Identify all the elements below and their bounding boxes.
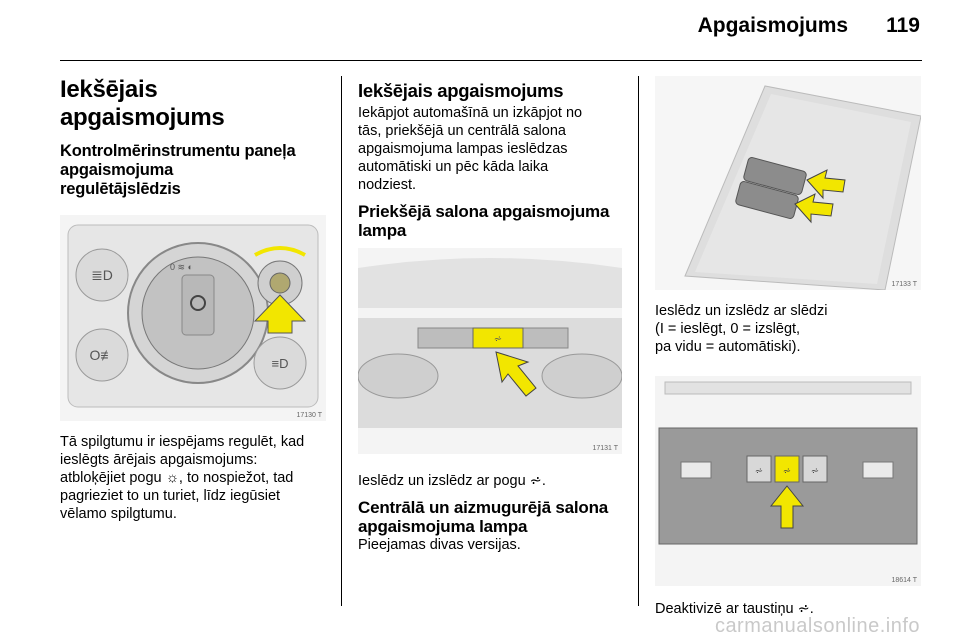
page-number: 119: [886, 14, 920, 37]
figure-id: 17130 T: [296, 412, 322, 419]
column-1: [60, 70, 326, 523]
deactivate-caption: Deaktivizē ar taustiņu ⩫.: [655, 601, 814, 617]
svg-text:⩫: ⩫: [493, 334, 503, 345]
svg-text:0 ≋ ◐: 0 ≋ ◐: [170, 262, 193, 272]
versions-text: Pieejamas divas versijas.: [358, 537, 521, 553]
page-title: Apgaismojums: [697, 14, 849, 37]
page-header: [698, 14, 920, 38]
center-lamp-figure: [655, 76, 921, 290]
watermark: carmanualsonline.info: [714, 615, 920, 637]
switch-paragraph: Ieslēdz un izslēdz ar slēdzi (I = ieslēgt, 0 = izslēgt, pa vidu = automātiski).: [655, 303, 828, 355]
column-2: [358, 70, 622, 554]
rear-lamp-heading: Centrālā un aizmugurējā salona apgaismojuma lampa: [358, 498, 609, 536]
section-heading-2: Iekšējais apgaismojums: [358, 80, 564, 101]
rear-lamp-figure: [655, 376, 921, 586]
figure-id: 17131 T: [592, 445, 618, 452]
dashboard-dimmer-figure: [60, 215, 326, 421]
svg-text:≡D: ≡D: [271, 356, 289, 371]
section-heading: Iekšējais apgaismojums: [60, 76, 225, 131]
dimmer-paragraph: Tā spilgtumu ir iespējams regulēt, kad ieslēgts ārējais apgaismojums: atbloķējiet pogu ☼, to nospiežot, tad pagrieziet to un turiet, līdz iegūsiet vēlamo spilgtumu.: [60, 434, 305, 522]
figure-id: 17133 T: [891, 281, 917, 288]
column-divider-1: [341, 76, 342, 606]
svg-text:⩫: ⩫: [810, 466, 820, 477]
svg-text:⩫: ⩫: [782, 466, 792, 477]
intro-paragraph: Iekāpjot automašīnā un izkāpjot no tās, priekšējā un centrālā salona apgaismojuma lampas ieslēdzas automātiski un pēc kāda laika nodziest.: [358, 105, 583, 193]
svg-text:≣D: ≣D: [91, 267, 113, 283]
svg-text:O≢: O≢: [89, 347, 115, 363]
column-divider-2: [638, 76, 639, 606]
front-lamp-figure: [358, 248, 622, 454]
header-rule: [60, 60, 922, 61]
figure-id: 18614 T: [891, 577, 917, 584]
svg-text:⩫: ⩫: [754, 466, 764, 477]
column-3: [655, 70, 921, 618]
front-lamp-caption: Ieslēdz un izslēdz ar pogu ⩫.: [358, 473, 546, 489]
front-lamp-heading: Priekšējā salona apgaismojuma lampa: [358, 202, 610, 240]
subheading: Kontrolmērinstrumentu paneļa apgaismojuma regulētājslēdzis: [60, 142, 296, 198]
